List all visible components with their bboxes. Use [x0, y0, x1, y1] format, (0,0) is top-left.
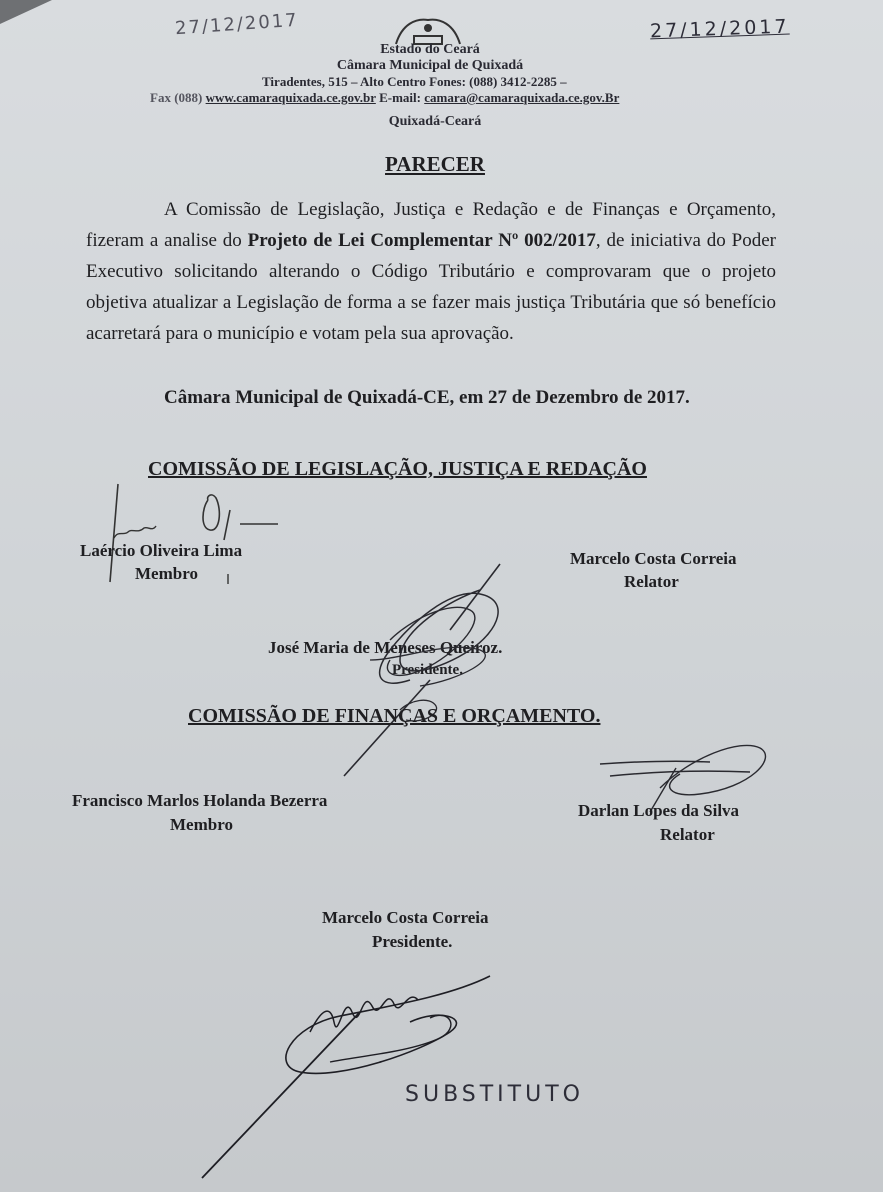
committee1-member-name: Laércio Oliveira Lima — [80, 541, 243, 560]
signature-jose-maria — [330, 560, 520, 780]
closing-line: Câmara Municipal de Quixadá-CE, em 27 de Dezembro de 2017. — [164, 387, 690, 408]
committee2-member-name: Francisco Marlos Holanda Bezerra — [72, 791, 328, 810]
header-state: Estado do Ceará — [380, 42, 480, 57]
committee1-president-name: José Maria de Meneses Queiroz. — [268, 638, 503, 657]
document-title: PARECER — [385, 152, 485, 176]
paragraph-text-1: A Comissão de Legislação, Justiça e Redação e de Finanças e Orçamento, fizeram a analise do — [86, 199, 776, 251]
committee2-rapporteur-name: Darlan Lopes da Silva — [578, 801, 740, 820]
email-link[interactable]: camara@camaraquixada.ce.gov.Br — [424, 90, 620, 105]
header-contacts — [150, 90, 619, 106]
header-address: Tiradentes, 515 – Alto Centro Fones: (088) 3412-2285 – — [262, 74, 567, 89]
signature-substitute — [190, 972, 520, 1182]
opinion-paragraph — [86, 194, 776, 349]
committee1-member-role: Membro — [135, 564, 198, 583]
paragraph-text-2: , de iniciativa do Poder Executivo solicitando alterando o Código Tributário e comprovaram que o projeto objetiva atualizar a Legislação de forma a se fazer mais justiça Tributária que só benefício acarretará para o município e votam pela sua aprovação. — [86, 230, 776, 344]
committee2-member-role: Membro — [170, 815, 233, 834]
fax-label: Fax (088) — [150, 90, 203, 105]
committee1-rapporteur-role: Relator — [624, 572, 679, 591]
website-link[interactable]: www.camaraquixada.ce.gov.br — [205, 90, 376, 105]
committee1-rapporteur-name: Marcelo Costa Correia — [570, 549, 737, 568]
header-city: Quixadá-Ceará — [388, 114, 482, 129]
handwritten-substitute-note: SUBSTITUTO — [405, 1082, 584, 1107]
handwritten-date-right: 27/12/2017 — [649, 15, 790, 43]
committee2-rapporteur-role: Relator — [660, 825, 715, 844]
committee2-president-role: Presidente. — [372, 932, 453, 951]
committee1-title: COMISSÃO DE LEGISLAÇÃO, JUSTIÇA E REDAÇÃO — [148, 458, 647, 480]
committee2-president-name: Marcelo Costa Correia — [322, 908, 489, 927]
committee1-president-role: Presidente. — [392, 662, 463, 678]
bill-reference: Projeto de Lei Complementar Nº 002/2017 — [247, 230, 596, 251]
header-chamber: Câmara Municipal de Quixadá — [336, 58, 524, 73]
page-corner-shadow — [0, 0, 52, 24]
handwritten-date-left: 27/12/2017 — [174, 9, 300, 40]
committee2-title: COMISSÃO DE FINANÇAS E ORÇAMENTO. — [188, 705, 601, 727]
email-label: E-mail: — [379, 90, 421, 105]
